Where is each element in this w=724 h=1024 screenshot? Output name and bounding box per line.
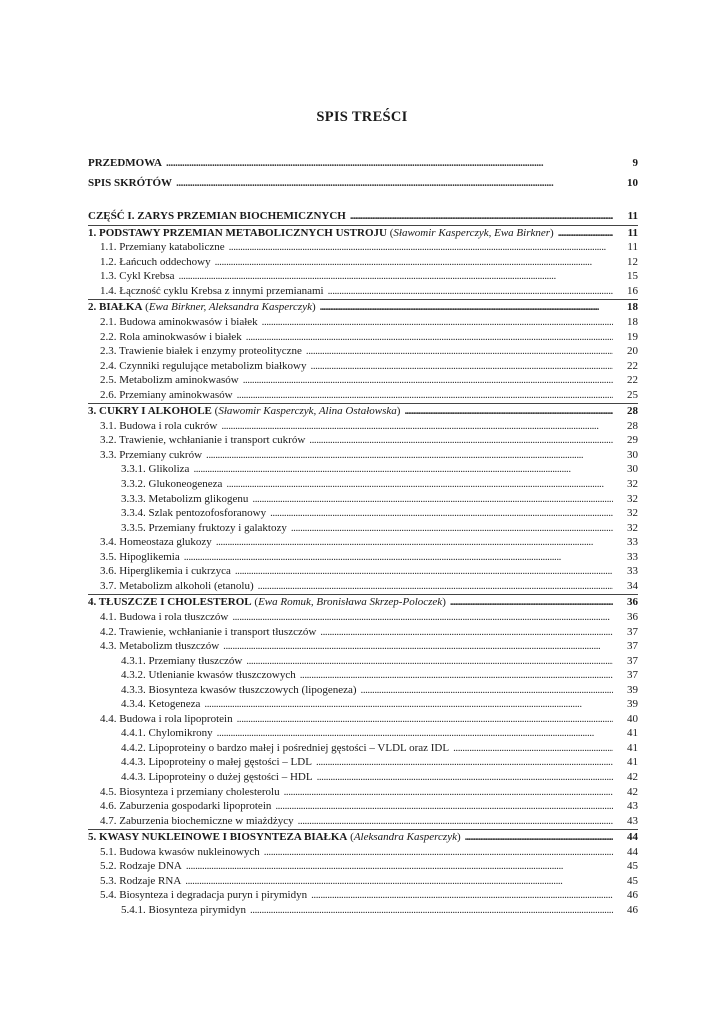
toc-front-entry[interactable] <box>88 173 638 193</box>
dot-leader <box>235 564 613 579</box>
page-number: 39 <box>627 698 638 711</box>
toc-section-entry[interactable] <box>88 462 638 477</box>
dot-leader <box>176 173 613 193</box>
toc-section-entry[interactable] <box>88 814 638 829</box>
page-number: 42 <box>627 771 638 784</box>
toc-entry-title: 4.3. Metabolizm tłuszczów <box>100 640 220 653</box>
toc-entry-title: 1.3. Cykl Krebsa <box>100 270 175 283</box>
dot-leader <box>204 697 613 712</box>
chapter-authors: Sławomir Kasperczyk, Ewa Birkner <box>393 226 551 239</box>
toc-entry-text <box>121 741 449 756</box>
toc-entry-text <box>121 668 296 683</box>
dot-leader <box>298 814 613 829</box>
toc-section-entry[interactable] <box>88 712 638 727</box>
toc-entry-title: 1.1. Przemiany kataboliczne <box>100 241 225 254</box>
page-number: 11 <box>627 226 638 239</box>
toc-entry-text: 4. TŁUSZCZE I CHOLESTEROL (Ewa Romuk, Bronisława Skrzep-Poloczek) <box>88 596 446 609</box>
toc-section-entry[interactable] <box>88 903 638 918</box>
page-number: 37 <box>627 669 638 682</box>
page-number: 37 <box>627 640 638 653</box>
toc-entry-text <box>121 521 287 536</box>
toc-section-entry[interactable] <box>88 610 638 625</box>
page-number: 10 <box>627 177 638 189</box>
page-number: 28 <box>627 405 638 418</box>
toc-entry-title: 2.4. Czynniki regulujące metabolizm białkowy <box>100 359 307 372</box>
toc-entry-title: 4.3.3. Biosynteza kwasów tłuszczowych (lipogeneza) <box>121 683 357 696</box>
dot-leader <box>166 153 613 173</box>
toc-chapter-entry[interactable] <box>88 226 638 241</box>
toc-section-entry[interactable] <box>88 506 638 521</box>
toc-section-entry[interactable] <box>88 269 638 284</box>
toc-entry-text <box>100 845 260 860</box>
toc-entry-title: 2. BIAŁKA <box>88 301 143 314</box>
toc-section-entry[interactable] <box>88 874 638 889</box>
dot-leader <box>264 845 613 860</box>
page-number: 30 <box>627 463 638 476</box>
dot-leader <box>558 226 613 241</box>
toc-entry-text <box>121 506 266 521</box>
toc-entry-title: 4.7. Zaburzenia biochemiczne w miażdżycy <box>100 814 294 827</box>
toc-section-entry[interactable] <box>88 477 638 492</box>
dot-leader <box>320 625 613 640</box>
dot-leader <box>311 888 613 903</box>
toc-entry-text: 1. PODSTAWY PRZEMIAN METABOLICZNYCH USTROJU (Sławomir Kasperczyk, Ewa Birkner) <box>88 226 554 239</box>
toc-entry-title: PRZEDMOWA <box>88 157 162 169</box>
toc-chapter-entry[interactable] <box>88 830 638 845</box>
toc-entry-text <box>121 903 246 918</box>
toc-section-entry[interactable] <box>88 845 638 860</box>
dot-leader <box>291 521 613 536</box>
toc-section-entry[interactable] <box>88 564 638 579</box>
toc-section-entry[interactable] <box>88 535 638 550</box>
page-number: 16 <box>627 284 638 297</box>
toc-entry-text <box>100 269 175 284</box>
toc-section-entry[interactable] <box>88 741 638 756</box>
dot-leader <box>300 668 613 683</box>
toc-chapter-entry[interactable] <box>88 300 638 315</box>
page-number: 33 <box>627 536 638 549</box>
toc-entry-title: CZĘŚĆ I. ZARYS PRZEMIAN BIOCHEMICZNYCH <box>88 210 346 222</box>
toc-section-entry[interactable] <box>88 284 638 299</box>
dot-leader <box>237 388 613 403</box>
chapter-authors: Sławomir Kasperczyk, Alina Ostałowska <box>218 405 397 418</box>
page-number: 19 <box>627 330 638 343</box>
dot-leader <box>216 535 613 550</box>
toc-section-entry[interactable] <box>88 579 638 594</box>
toc-entry-text <box>100 579 254 594</box>
toc-entry-text <box>100 240 225 255</box>
toc-entry-text <box>100 799 271 814</box>
toc-entry-text <box>100 388 233 403</box>
toc-section-entry[interactable] <box>88 344 638 359</box>
toc-entry-title: 4.4.3. Lipoproteiny o małej gęstości – LDL <box>121 756 312 769</box>
toc-entry-title: 3.3.4. Szlak pentozofosforanowy <box>121 507 267 520</box>
toc-entry-text <box>100 330 242 345</box>
toc-section-entry[interactable] <box>88 654 638 669</box>
page-number: 22 <box>627 374 638 387</box>
page-number: 41 <box>627 756 638 769</box>
page-number: 32 <box>627 478 638 491</box>
toc-section-entry[interactable] <box>88 726 638 741</box>
toc-entry-text <box>121 654 242 669</box>
toc-section-entry[interactable] <box>88 550 638 565</box>
toc-entry-title: 2.6. Przemiany aminokwasów <box>100 388 233 401</box>
toc-entry-title: 3.1. Budowa i rola cukrów <box>100 419 218 432</box>
toc-entry-title: 3.5. Hipoglikemia <box>100 550 180 563</box>
toc-part-entry[interactable] <box>88 209 638 224</box>
page-number: 32 <box>627 492 638 505</box>
page-number: 15 <box>627 270 638 283</box>
page-number: 42 <box>627 785 638 798</box>
toc-entry-title: 2.1. Budowa aminokwasów i białek <box>100 315 258 328</box>
dot-leader <box>186 859 613 874</box>
dot-leader <box>206 448 613 463</box>
dot-leader <box>465 830 613 845</box>
toc-entry-title: 2.2. Rola aminokwasów i białek <box>100 330 242 343</box>
dot-leader <box>258 579 613 594</box>
page-number: 41 <box>627 741 638 754</box>
chapter-authors: Aleksandra Kasperczyk <box>353 831 457 844</box>
dot-leader <box>320 300 613 315</box>
page-number: 36 <box>627 596 638 609</box>
page-number: 45 <box>627 860 638 873</box>
page-number: 39 <box>627 683 638 696</box>
dot-leader <box>316 755 613 770</box>
page-title: SPIS TREŚCI <box>316 109 408 125</box>
dot-leader <box>243 373 613 388</box>
page-number: 33 <box>627 550 638 563</box>
toc-entry-text <box>100 610 228 625</box>
toc-entry-title: 4. TŁUSZCZE I CHOLESTEROL <box>88 596 252 609</box>
page-number: 40 <box>627 712 638 725</box>
toc-entry-text <box>100 564 231 579</box>
toc-section-entry[interactable] <box>88 625 638 640</box>
toc-entry-text <box>88 209 346 224</box>
toc-entry-title: 5.3. Rodzaje RNA <box>100 874 182 887</box>
toc-entry-title: SPIS SKRÓTÓW <box>88 177 173 189</box>
dot-leader <box>179 269 613 284</box>
toc-section-entry[interactable] <box>88 770 638 785</box>
toc-section-entry[interactable] <box>88 419 638 434</box>
toc-entry-title: 4.4.3. Lipoproteiny o dużej gęstości – HDL <box>121 771 313 784</box>
toc-section-entry[interactable] <box>88 888 638 903</box>
page-number: 32 <box>627 521 638 534</box>
toc-front-entry[interactable] <box>88 153 638 173</box>
toc-entry-text: 2. BIAŁKA (Ewa Birkner, Aleksandra Kasperczyk) <box>88 301 316 314</box>
dot-leader <box>270 506 613 521</box>
dot-leader <box>185 874 613 889</box>
toc-entry-title: 4.4. Budowa i rola lipoprotein <box>100 712 233 725</box>
spacer <box>88 193 638 209</box>
dot-leader <box>309 433 613 448</box>
toc-entry-title: 5. KWASY NUKLEINOWE I BIOSYNTEZA BIAŁKA <box>88 831 348 844</box>
toc-chapter-entry[interactable] <box>88 595 638 610</box>
toc-entry-title: 4.5. Biosynteza i przemiany cholesterolu <box>100 785 280 798</box>
page-number: 11 <box>627 210 638 222</box>
toc-entry-title: 4.1. Budowa i rola tłuszczów <box>100 611 229 623</box>
toc-entry-text <box>100 373 239 388</box>
dot-leader <box>250 903 613 918</box>
dot-leader <box>246 330 613 345</box>
page-number: 36 <box>627 611 638 623</box>
page-number: 25 <box>627 388 638 401</box>
dot-leader <box>262 315 613 330</box>
toc-entry-text <box>121 683 357 698</box>
toc-entry-title: 3.2. Trawienie, wchłanianie i transport cukrów <box>100 434 306 447</box>
toc-entry-text <box>100 344 302 359</box>
toc-entry-title: 1.2. Łańcuch oddechowy <box>100 255 211 268</box>
dot-leader <box>215 255 613 270</box>
page-number: 20 <box>627 345 638 358</box>
toc-entry-text <box>100 639 219 654</box>
toc-entry-title: 3.3.5. Przemiany fruktozy i galaktozy <box>121 521 287 534</box>
page-number: 33 <box>627 565 638 578</box>
dot-leader <box>328 284 613 299</box>
page-number: 18 <box>627 315 638 328</box>
dot-leader <box>404 404 613 419</box>
page-number: 22 <box>627 359 638 372</box>
toc-entry-text <box>100 255 211 270</box>
page-number: 45 <box>627 874 638 887</box>
toc-section-entry[interactable] <box>88 388 638 403</box>
toc-entry-title: 1.4. Łączność cyklu Krebsa z innymi przemianami <box>100 284 324 297</box>
page-number: 12 <box>627 255 638 268</box>
toc-entry-text <box>100 433 305 448</box>
page-number: 44 <box>627 831 638 844</box>
dot-leader <box>221 419 613 434</box>
toc-section-entry[interactable] <box>88 315 638 330</box>
dot-leader <box>226 477 613 492</box>
toc-entry-text <box>100 535 212 550</box>
page-number: 43 <box>627 800 638 813</box>
toc-entry-title: 3.3.1. Glikoliza <box>121 463 190 476</box>
toc-entry-text <box>100 359 307 374</box>
page-number: 37 <box>627 625 638 638</box>
dot-leader <box>317 770 613 785</box>
dot-leader <box>184 550 613 565</box>
toc-entry-text <box>100 712 233 727</box>
toc-entry-title: 2.5. Metabolizm aminokwasów <box>100 374 239 387</box>
toc-entry-text <box>100 814 294 829</box>
toc-entry-text <box>100 625 316 640</box>
toc-entry-text <box>100 419 217 434</box>
chapter-authors: Ewa Romuk, Bronisława Skrzep-Poloczek <box>258 596 443 609</box>
page-number: 28 <box>627 419 638 432</box>
page-number: 43 <box>627 814 638 827</box>
page-number: 29 <box>627 434 638 447</box>
dot-leader <box>246 654 613 669</box>
page-number: 30 <box>627 448 638 461</box>
toc-entry-text <box>121 726 213 741</box>
toc-entry-text <box>88 173 172 193</box>
toc-entry-title: 3.6. Hiperglikemia i cukrzyca <box>100 565 231 578</box>
toc-entry-text <box>100 888 307 903</box>
toc-entry-text <box>100 859 182 874</box>
toc-entry-text <box>121 462 189 477</box>
dot-leader <box>252 492 613 507</box>
toc-entry-title: 4.3.1. Przemiany tłuszczów <box>121 654 243 667</box>
dot-leader <box>284 785 613 800</box>
dot-leader <box>306 344 613 359</box>
dot-leader <box>193 462 613 477</box>
toc-entry-title: 1. PODSTAWY PRZEMIAN METABOLICZNYCH USTROJU <box>88 226 387 239</box>
page-number: 41 <box>627 727 638 740</box>
toc-entry-text: 3. CUKRY I ALKOHOLE (Sławomir Kasperczyk, Alina Ostałowska) <box>88 405 401 418</box>
toc-entry-title: 4.3.4. Ketogeneza <box>121 698 201 711</box>
toc-section-entry[interactable] <box>88 492 638 507</box>
toc-entry-text <box>100 550 180 565</box>
toc-section-entry[interactable] <box>88 668 638 683</box>
page-number: 46 <box>627 903 638 916</box>
toc-entry-title: 4.2. Trawienie, wchłanianie i transport tłuszczów <box>100 625 317 638</box>
page-number: 18 <box>627 301 638 314</box>
dot-leader <box>350 209 613 224</box>
toc-entry-text <box>100 284 324 299</box>
toc-entry-title: 4.4.2. Lipoproteiny o bardzo małej i pośredniej gęstości – VLDL oraz IDL <box>121 741 450 754</box>
toc-entry-text <box>121 492 248 507</box>
toc-entry-title: 4.3.2. Utlenianie kwasów tłuszczowych <box>121 669 296 682</box>
toc-entry-title: 3.3.2. Glukoneogeneza <box>121 478 223 491</box>
toc-section-entry[interactable] <box>88 255 638 270</box>
toc-entry-title: 3.7. Metabolizm alkoholi (etanolu) <box>100 579 254 592</box>
toc-section-entry[interactable] <box>88 240 638 255</box>
page-number: 32 <box>627 507 638 520</box>
dot-leader <box>223 639 613 654</box>
toc-section-entry[interactable] <box>88 359 638 374</box>
page-number: 46 <box>627 889 638 902</box>
toc-entry-title: 3. CUKRY I ALKOHOLE <box>88 405 212 418</box>
toc-entry-title: 5.4. Biosynteza i degradacja puryn i pirymidyn <box>100 889 308 902</box>
toc-section-entry[interactable] <box>88 785 638 800</box>
dot-leader <box>232 610 613 625</box>
chapter-authors: Ewa Birkner, Aleksandra Kasperczyk <box>148 301 312 314</box>
toc-entry-text <box>88 153 162 173</box>
dot-leader <box>229 240 613 255</box>
dot-leader <box>237 712 613 727</box>
toc-entry-text: 5. KWASY NUKLEINOWE I BIOSYNTEZA BIAŁKA (Aleksandra Kasperczyk) <box>88 831 461 844</box>
toc-entry-title: 4.6. Zaburzenia gospodarki lipoprotein <box>100 800 272 813</box>
toc-entry-title: 5.1. Budowa kwasów nukleinowych <box>100 845 260 858</box>
toc-section-entry[interactable] <box>88 755 638 770</box>
toc-entry-text <box>121 755 312 770</box>
toc-entry-title: 5.4.1. Biosynteza pirymidyn <box>121 903 246 916</box>
toc-entry-title: 5.2. Rodzaje DNA <box>100 860 182 873</box>
dot-leader <box>275 799 613 814</box>
toc-section-entry[interactable] <box>88 799 638 814</box>
toc-section-entry[interactable] <box>88 433 638 448</box>
toc-entry-title: 2.3. Trawienie białek i enzymy proteolityczne <box>100 345 302 358</box>
page-number: 11 <box>627 241 638 254</box>
toc-entry-text <box>121 697 200 712</box>
toc-section-entry[interactable] <box>88 521 638 536</box>
toc-section-entry[interactable] <box>88 448 638 463</box>
toc-section-entry[interactable] <box>88 373 638 388</box>
table-of-contents <box>88 153 638 918</box>
dot-leader <box>311 359 613 374</box>
toc-entry-text <box>121 477 222 492</box>
toc-entry-title: 3.3.3. Metabolizm glikogenu <box>121 492 249 505</box>
toc-entry-text <box>100 874 181 889</box>
toc-section-entry[interactable] <box>88 859 638 874</box>
page-number: 34 <box>627 579 638 592</box>
toc-section-entry[interactable] <box>88 330 638 345</box>
toc-section-entry[interactable] <box>88 639 638 654</box>
toc-entry-text <box>100 785 280 800</box>
toc-entry-text <box>100 448 202 463</box>
dot-leader <box>450 595 613 610</box>
toc-entry-text <box>100 315 258 330</box>
dot-leader <box>453 741 613 756</box>
toc-section-entry[interactable] <box>88 683 638 698</box>
toc-entry-title: 4.4.1. Chylomikrony <box>121 727 213 740</box>
toc-chapter-entry[interactable] <box>88 404 638 419</box>
toc-entry-text <box>121 770 313 785</box>
toc-entry-title: 3.3. Przemiany cukrów <box>100 448 203 461</box>
page-number: 44 <box>627 845 638 858</box>
dot-leader <box>217 726 613 741</box>
page-number: 37 <box>627 654 638 667</box>
dot-leader <box>361 683 613 698</box>
toc-section-entry[interactable] <box>88 697 638 712</box>
page-number: 9 <box>632 157 638 169</box>
toc-entry-title: 3.4. Homeostaza glukozy <box>100 536 212 549</box>
